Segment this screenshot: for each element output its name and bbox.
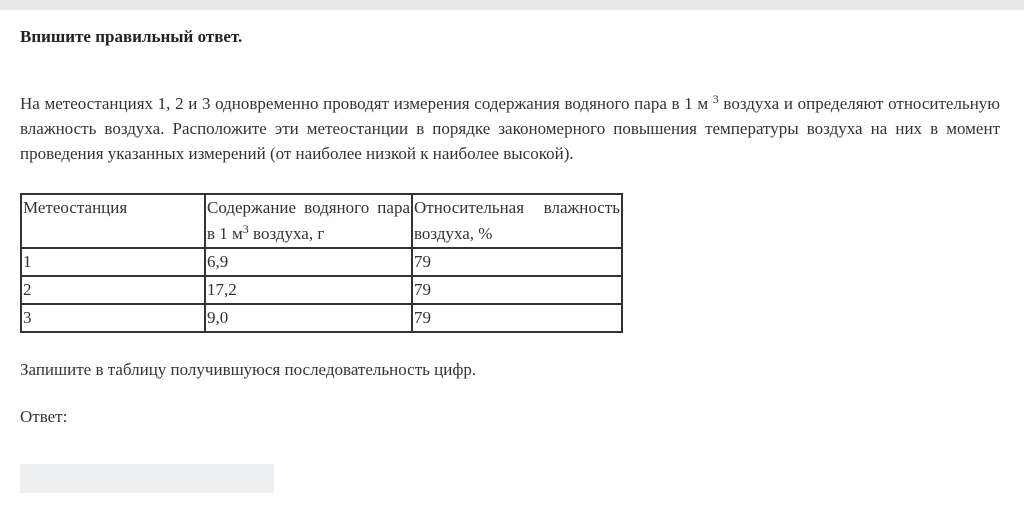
header-humidity: Относительная влажность воздуха, %	[412, 194, 622, 248]
cell-vapor: 17,2	[205, 276, 412, 304]
cell-vapor: 6,9	[205, 248, 412, 276]
table-row	[21, 304, 622, 332]
cell-station: 1	[21, 248, 205, 276]
answer-input[interactable]	[20, 464, 274, 493]
cell-station: 3	[21, 304, 205, 332]
table-row	[21, 276, 622, 304]
task-instruction: Впишите правильный ответ.	[20, 27, 243, 46]
question-superscript: 3	[712, 92, 719, 106]
table-row	[21, 248, 622, 276]
top-strip	[0, 0, 1024, 10]
cell-humidity: 79	[412, 304, 622, 332]
cell-humidity: 79	[412, 248, 622, 276]
data-table	[20, 193, 623, 333]
header-vapor-text: Содержание водяного пара в 1 м	[207, 198, 410, 243]
header-station: Метеостанция	[21, 194, 205, 248]
table-header-row	[21, 194, 622, 248]
answer-label: Ответ:	[20, 407, 68, 426]
header-vapor-unit: воздуха, г	[248, 224, 325, 243]
header-vapor	[205, 194, 412, 248]
question-text	[20, 91, 1000, 166]
cell-station: 2	[21, 276, 205, 304]
header-vapor-superscript: 3	[242, 222, 249, 236]
answer-prompt: Запишите в таблицу получившуюся последовательность цифр.	[20, 360, 477, 379]
question-text-part1: На метеостанциях 1, 2 и 3 одновременно проводят измерения содержания водяного пара в 1 м	[20, 94, 713, 113]
question-text-part2: воздуха и определяют относительную влажность воздуха. Расположите эти метеостанции в порядке закономерного повышения температуры воздуха на них в момент проведения указанных измерений (от наиболее низкой к наиболее высокой).	[20, 94, 1000, 163]
cell-vapor: 9,0	[205, 304, 412, 332]
task-content	[20, 27, 1000, 493]
cell-humidity: 79	[412, 276, 622, 304]
